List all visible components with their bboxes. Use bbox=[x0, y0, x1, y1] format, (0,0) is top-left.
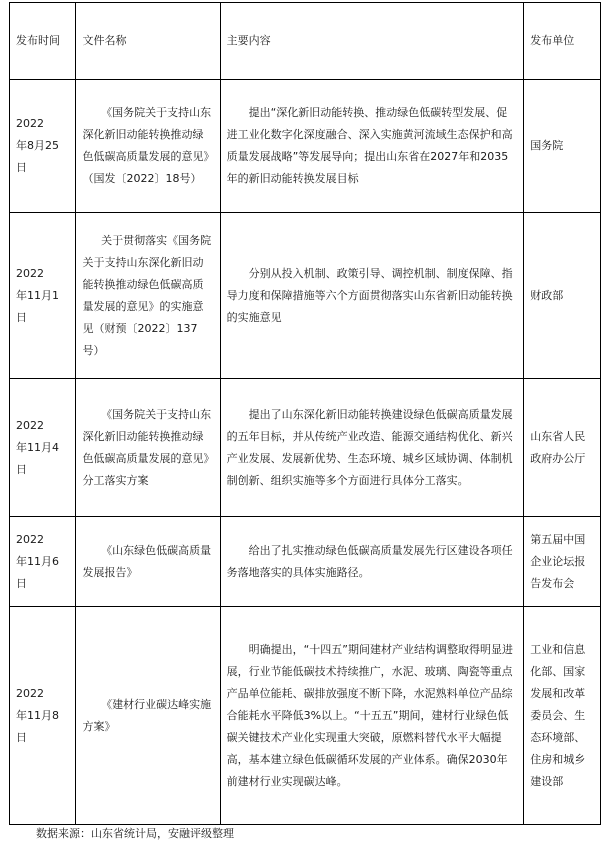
header-content: 主要内容 bbox=[220, 3, 524, 80]
document-name: 《山东绿色低碳高质量发展报告》 bbox=[82, 543, 212, 579]
org-cell: 工业和信息化部、国家发展和改革委员会、生态环境部、住房和城乡建设部 bbox=[524, 607, 601, 825]
date-year: 2022 bbox=[16, 117, 44, 130]
date-cell bbox=[10, 517, 76, 607]
date-month-day: 年11月6日 bbox=[16, 554, 59, 590]
table-row bbox=[10, 379, 601, 517]
content-cell bbox=[220, 379, 524, 517]
content-text: 提出了山东深化新旧动能转换建设绿色低碳高质量发展的五年目标，并从传统产业改造、能源交通结构优化、新兴产业发展、发展新优势、生态环境、城乡区域协调、体制机制创新、组织实施等多个方面进行具体分工落实。 bbox=[226, 407, 513, 487]
date-month-day: 年11月1日 bbox=[16, 288, 59, 324]
date-year: 2022 bbox=[16, 418, 44, 432]
content-text: 提出“深化新旧动能转换、推动绿色低碳转型发展、促进工业化数字化深度融合、深入实施黄河流域生态保护和高质量发展战略”等发展导向；提出山东省在2027年和2035年的新旧动能转换发展目标 bbox=[226, 106, 513, 185]
date-year: 2022 bbox=[16, 532, 44, 546]
date-month-day: 年11月8日 bbox=[16, 708, 59, 744]
org-cell: 山东省人民政府办公厅 bbox=[524, 379, 601, 517]
document-name: 关于贯彻落实《国务院关于支持山东深化新旧动能转换推动绿色低碳高质量发展的意见》的实施意见（财预〔2022〕137号） bbox=[82, 233, 212, 357]
org-cell: 财政部 bbox=[524, 213, 601, 379]
content-cell bbox=[220, 80, 524, 213]
content-cell bbox=[220, 213, 524, 379]
org-cell: 国务院 bbox=[524, 80, 601, 213]
header-name: 文件名称 bbox=[76, 3, 220, 80]
date-month-day: 年8月25日 bbox=[16, 139, 59, 174]
date-cell bbox=[10, 213, 76, 379]
content-cell bbox=[220, 607, 524, 825]
date-month-day: 年11月4日 bbox=[16, 440, 59, 476]
source-note: 数据来源：山东省统计局，安融评级整理 bbox=[36, 827, 234, 840]
content-text: 明确提出，“十四五”期间建材产业结构调整取得明显进展，行业节能低碳技术持续推广，水泥、玻璃、陶瓷等重点产品单位能耗、碳排放强度不断下降，水泥熟料单位产品综合能耗水平降低3%以上。“十五五”期间，建材行业绿色低碳关键技术产业化实现重大突破，原燃料替代水平大幅提高，基本建立绿色低碳循环发展的产业体系。确保2030年前建材行业实现碳达峰。 bbox=[226, 642, 514, 788]
date-year: 2022 bbox=[16, 266, 44, 280]
name-cell bbox=[76, 517, 220, 607]
document-name: 《国务院关于支持山东深化新旧动能转换推动绿色低碳高质量发展的意见》分工落实方案 bbox=[82, 407, 212, 487]
document-name: 《建材行业碳达峰实施方案》 bbox=[82, 697, 212, 733]
header-org: 发布单位 bbox=[524, 3, 601, 80]
header-date: 发布时间 bbox=[10, 3, 76, 80]
name-cell bbox=[76, 213, 220, 379]
name-cell bbox=[76, 379, 220, 517]
name-cell bbox=[76, 607, 220, 825]
table-row bbox=[10, 213, 601, 379]
date-cell bbox=[10, 80, 76, 213]
policy-table bbox=[9, 2, 601, 825]
document-name: 《国务院关于支持山东深化新旧动能转换推动绿色低碳高质量发展的意见》（国发〔2022〕18号） bbox=[82, 106, 212, 185]
table-row bbox=[10, 607, 601, 825]
date-cell bbox=[10, 607, 76, 825]
name-cell bbox=[76, 80, 220, 213]
content-cell bbox=[220, 517, 524, 607]
content-text: 分别从投入机制、政策引导、调控机制、制度保障、指导力度和保障措施等六个方面贯彻落实山东省新旧动能转换的实施意见 bbox=[226, 266, 513, 324]
org-cell: 第五届中国企业论坛报告发布会 bbox=[524, 517, 601, 607]
header-row bbox=[10, 3, 601, 80]
table-row bbox=[10, 517, 601, 607]
content-text: 给出了扎实推动绿色低碳高质量发展先行区建设各项任务落地落实的具体实施路径。 bbox=[226, 543, 513, 579]
date-cell bbox=[10, 379, 76, 517]
date-year: 2022 bbox=[16, 686, 44, 700]
table-row bbox=[10, 80, 601, 213]
